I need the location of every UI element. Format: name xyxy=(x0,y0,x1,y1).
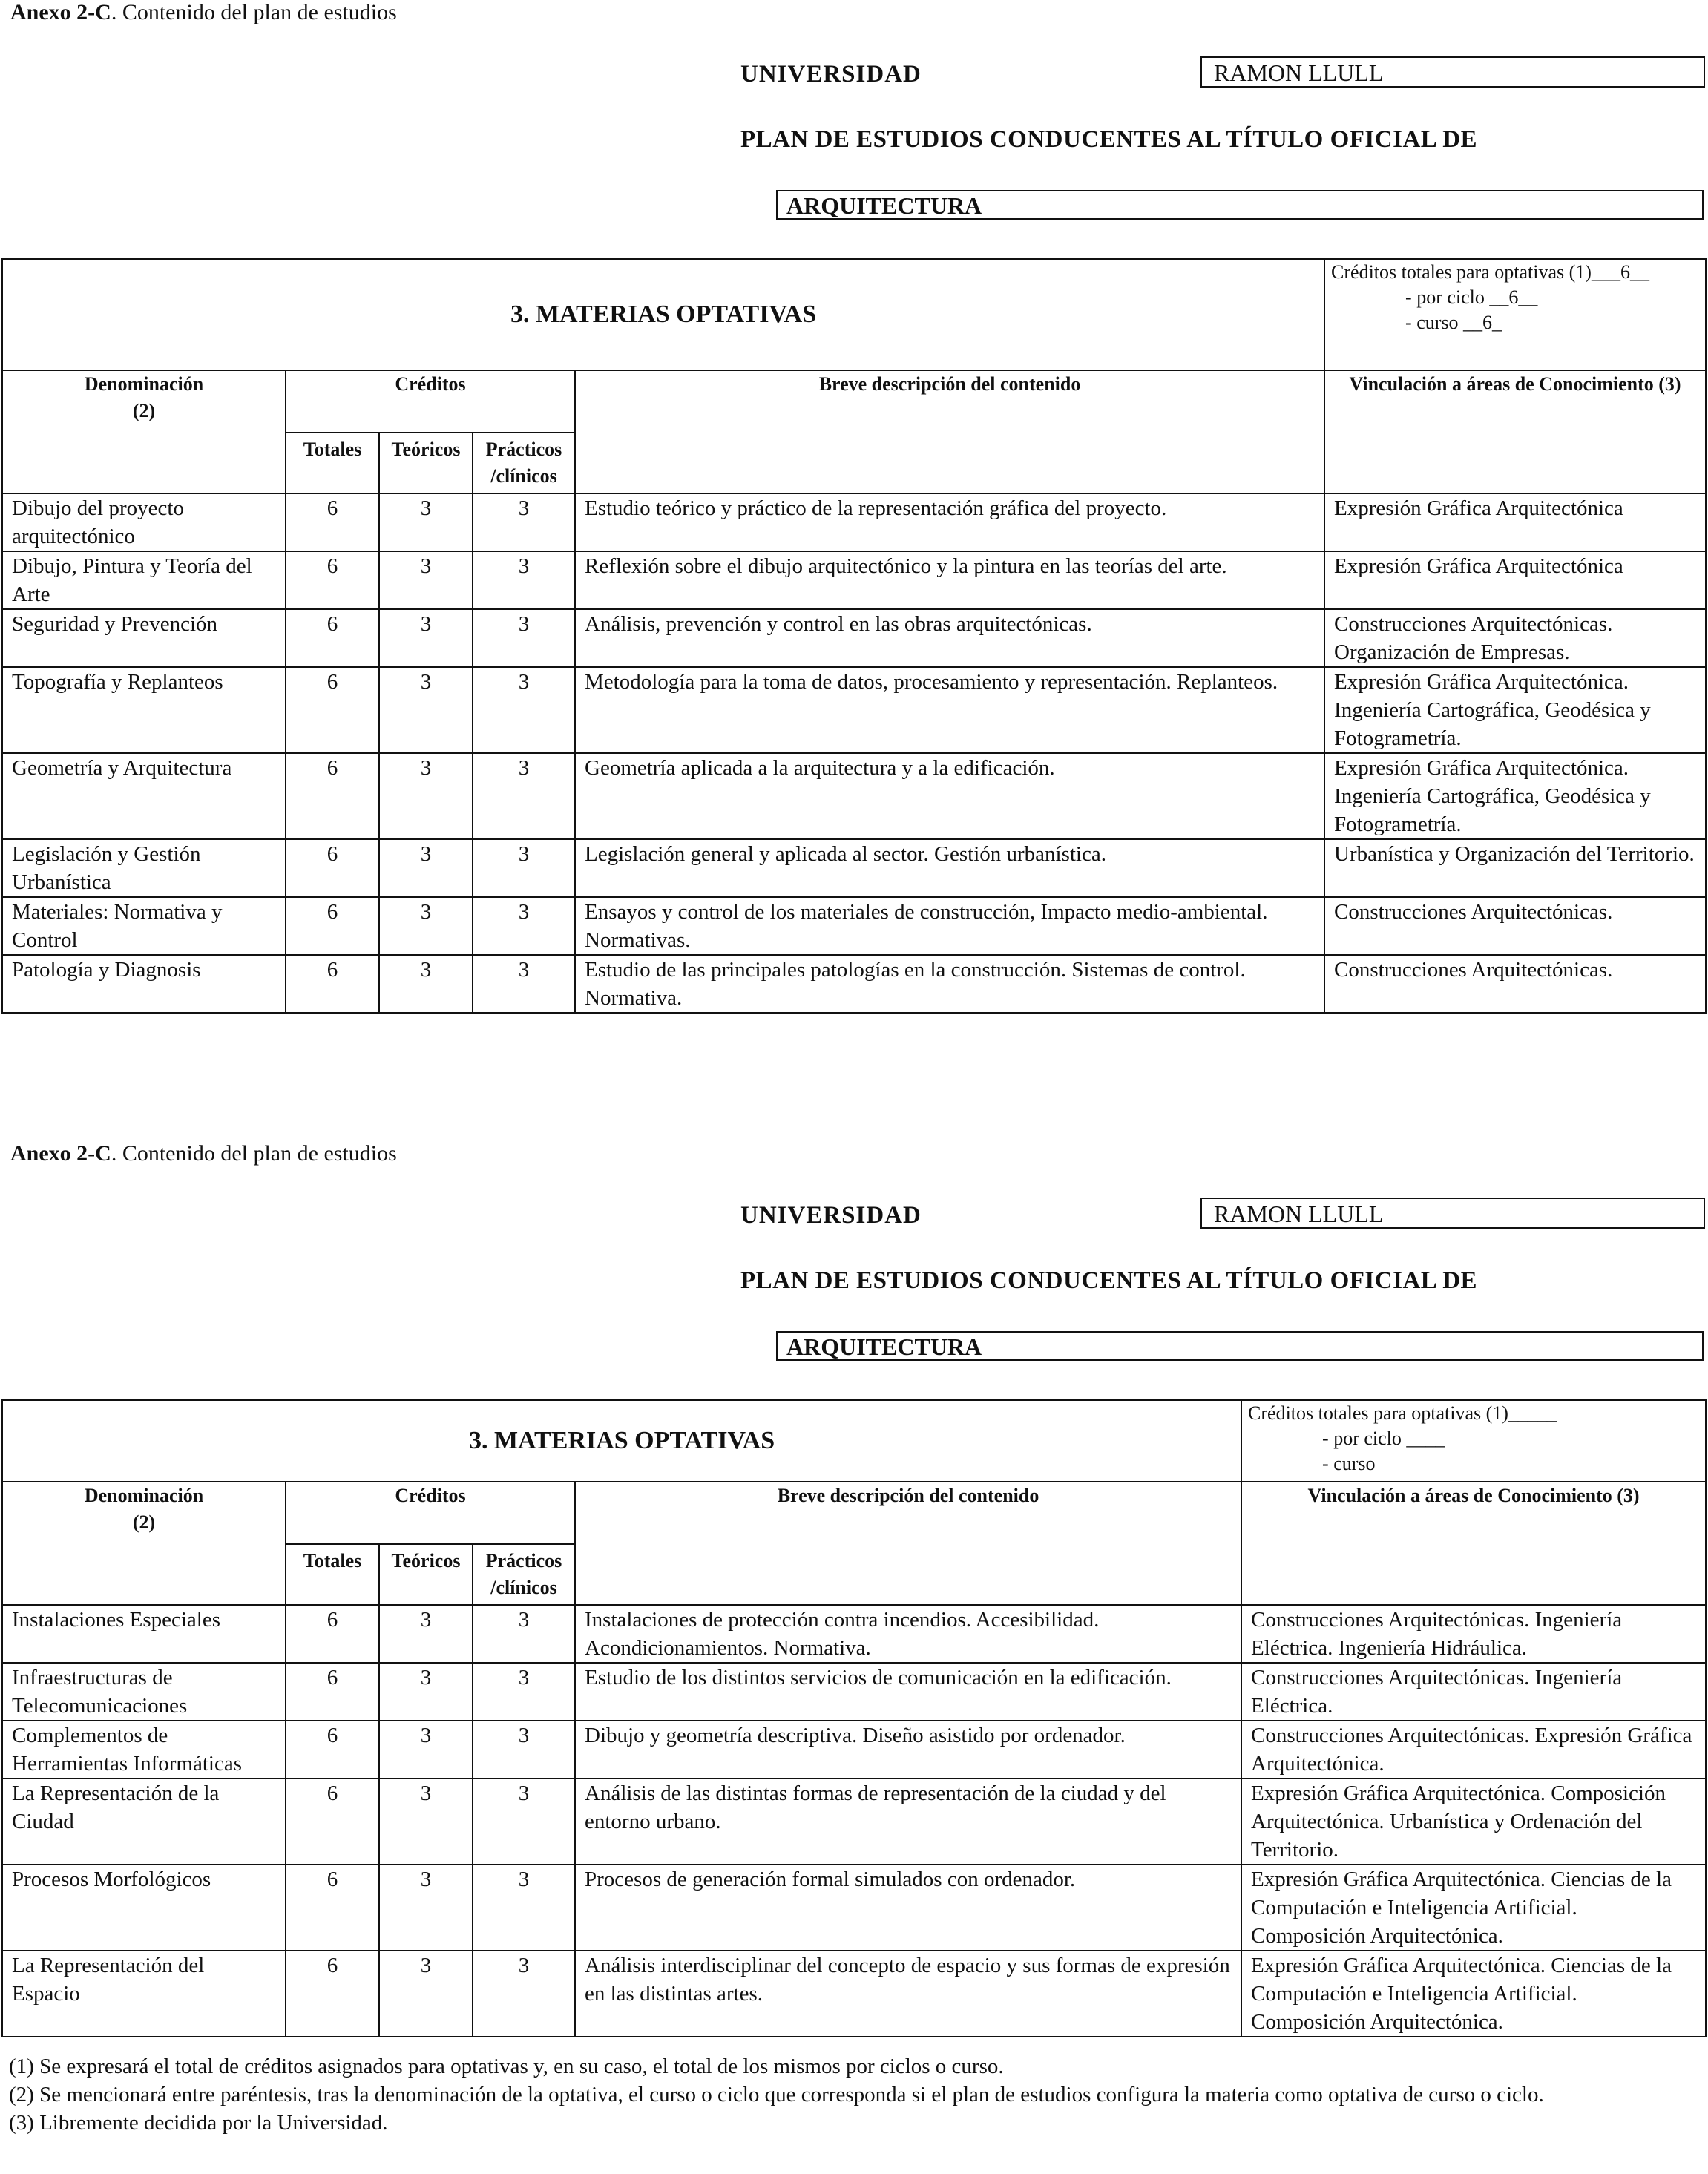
table-row xyxy=(2,493,1706,551)
footnote-2: (2) Se mencionará entre paréntesis, tras la denominación de la optativa, el curso o ciclo que corresponda si el plan de estudios configura la materia como optativa de curso o ciclo. xyxy=(9,2083,1544,2106)
credits-theory: 3 xyxy=(379,609,473,667)
table-row xyxy=(2,1779,1706,1865)
header-vinculacion: Vinculación a áreas de Conocimiento (3) xyxy=(1241,1482,1706,1605)
credits-theory: 3 xyxy=(379,1779,473,1865)
subject-name: Geometría y Arquitectura xyxy=(2,753,286,839)
subject-description: Dibujo y geometría descriptiva. Diseño asistido por ordenador. xyxy=(575,1721,1241,1779)
subject-description: Análisis interdisciplinar del concepto de espacio y sus formas de expresión en las distintas artes. xyxy=(575,1951,1241,2037)
subject-description: Estudio de las principales patologías en la construcción. Sistemas de control. Normativa. xyxy=(575,955,1324,1013)
credits-practice: 3 xyxy=(473,1663,575,1721)
credits-theory: 3 xyxy=(379,1663,473,1721)
header-teoricos: Teóricos xyxy=(379,1544,473,1605)
credits-practice: 3 xyxy=(473,897,575,955)
header-creditos: Créditos xyxy=(286,1482,575,1544)
header-teoricos: Teóricos xyxy=(379,433,473,493)
credits-theory: 3 xyxy=(379,493,473,551)
section-title: 3. MATERIAS OPTATIVAS xyxy=(2,259,1324,370)
table-body xyxy=(2,493,1706,1013)
subject-name: Topografía y Replanteos xyxy=(2,667,286,753)
subject-name: Infraestructuras de Telecomunicaciones xyxy=(2,1663,286,1721)
knowledge-area: Construcciones Arquitectónicas. Ingeniería Eléctrica. xyxy=(1241,1663,1706,1721)
footnotes xyxy=(9,2052,1701,2137)
degree-box: ARQUITECTURA xyxy=(776,190,1704,220)
credits-practice: 3 xyxy=(473,1865,575,1951)
plan-title: PLAN DE ESTUDIOS CONDUCENTES AL TÍTULO OFICIAL DE xyxy=(740,126,1478,153)
header-vinculacion: Vinculación a áreas de Conocimiento (3) xyxy=(1324,370,1706,493)
credits-practice: 3 xyxy=(473,609,575,667)
knowledge-area: Construcciones Arquitectónicas. xyxy=(1324,955,1706,1013)
credits-summary: Créditos totales para optativas (1)___6__ - por ciclo __6__ - curso __6_ xyxy=(1324,259,1706,370)
footnote-3: (3) Libremente decidida por la Universidad. xyxy=(9,2111,388,2135)
knowledge-area: Construcciones Arquitectónicas. Ingeniería Eléctrica. Ingeniería Hidráulica. xyxy=(1241,1605,1706,1663)
knowledge-area: Construcciones Arquitectónicas. xyxy=(1324,897,1706,955)
credits-total: 6 xyxy=(286,1865,379,1951)
optional-subjects-table xyxy=(1,1399,1707,2037)
credits-total: 6 xyxy=(286,1605,379,1663)
table-row xyxy=(2,955,1706,1013)
knowledge-area: Expresión Gráfica Arquitectónica. Ingeniería Cartográfica, Geodésica y Fotogrametría. xyxy=(1324,667,1706,753)
subject-name: Dibujo, Pintura y Teoría del Arte xyxy=(2,551,286,609)
subject-name: Materiales: Normativa y Control xyxy=(2,897,286,955)
credits-total: 6 xyxy=(286,1951,379,2037)
subject-name: Instalaciones Especiales xyxy=(2,1605,286,1663)
knowledge-area: Expresión Gráfica Arquitectónica. Ingeniería Cartográfica, Geodésica y Fotogrametría. xyxy=(1324,753,1706,839)
plan-title: PLAN DE ESTUDIOS CONDUCENTES AL TÍTULO OFICIAL DE xyxy=(740,1267,1478,1294)
subject-description: Metodología para la toma de datos, procesamiento y representación. Replanteos. xyxy=(575,667,1324,753)
university-name-box: RAMON LLULL xyxy=(1200,1198,1705,1229)
credits-theory: 3 xyxy=(379,551,473,609)
credits-total: 6 xyxy=(286,609,379,667)
subject-description: Instalaciones de protección contra incendios. Accesibilidad. Acondicionamientos. Normativa. xyxy=(575,1605,1241,1663)
header-denominacion: Denominación (2) xyxy=(2,370,286,493)
header-practicos: Prácticos /clínicos xyxy=(473,433,575,493)
header-totales: Totales xyxy=(286,1544,379,1605)
subject-description: Análisis de las distintas formas de representación de la ciudad y del entorno urbano. xyxy=(575,1779,1241,1865)
header-creditos: Créditos xyxy=(286,370,575,433)
knowledge-area: Expresión Gráfica Arquitectónica. Ciencias de la Computación e Inteligencia Artificial. Composición Arquitectónica. xyxy=(1241,1951,1706,2037)
credits-total: 6 xyxy=(286,955,379,1013)
credits-total: 6 xyxy=(286,667,379,753)
table-row xyxy=(2,839,1706,897)
subject-description: Procesos de generación formal simulados con ordenador. xyxy=(575,1865,1241,1951)
knowledge-area: Urbanística y Organización del Territorio. xyxy=(1324,839,1706,897)
credits-theory: 3 xyxy=(379,897,473,955)
credits-theory: 3 xyxy=(379,1721,473,1779)
header-denominacion: Denominación (2) xyxy=(2,1482,286,1605)
university-label: UNIVERSIDAD xyxy=(740,1202,922,1229)
annex-heading: Anexo 2-C. Contenido del plan de estudios xyxy=(10,1141,397,1166)
credits-practice: 3 xyxy=(473,667,575,753)
credits-theory: 3 xyxy=(379,1951,473,2037)
subject-description: Estudio teórico y práctico de la representación gráfica del proyecto. xyxy=(575,493,1324,551)
section-title: 3. MATERIAS OPTATIVAS xyxy=(2,1400,1241,1482)
table-body xyxy=(2,1605,1706,2037)
table-row xyxy=(2,1865,1706,1951)
credits-theory: 3 xyxy=(379,839,473,897)
knowledge-area: Expresión Gráfica Arquitectónica. Ciencias de la Computación e Inteligencia Artificial. Composición Arquitectónica. xyxy=(1241,1865,1706,1951)
subject-name: Complementos de Herramientas Informáticas xyxy=(2,1721,286,1779)
header-descripcion: Breve descripción del contenido xyxy=(575,1482,1241,1605)
subject-description: Análisis, prevención y control en las obras arquitectónicas. xyxy=(575,609,1324,667)
credits-practice: 3 xyxy=(473,1951,575,2037)
credits-total: 6 xyxy=(286,753,379,839)
credits-theory: 3 xyxy=(379,1865,473,1951)
credits-practice: 3 xyxy=(473,955,575,1013)
credits-practice: 3 xyxy=(473,753,575,839)
knowledge-area: Construcciones Arquitectónicas. Expresión Gráfica Arquitectónica. xyxy=(1241,1721,1706,1779)
credits-total: 6 xyxy=(286,1721,379,1779)
subject-name: Seguridad y Prevención xyxy=(2,609,286,667)
knowledge-area: Expresión Gráfica Arquitectónica. Composición Arquitectónica. Urbanística y Ordenación del Territorio. xyxy=(1241,1779,1706,1865)
university-label: UNIVERSIDAD xyxy=(740,61,922,88)
table-row xyxy=(2,1605,1706,1663)
subject-name: Procesos Morfológicos xyxy=(2,1865,286,1951)
table-row xyxy=(2,1951,1706,2037)
credits-theory: 3 xyxy=(379,1605,473,1663)
credits-theory: 3 xyxy=(379,753,473,839)
subject-name: Dibujo del proyecto arquitectónico xyxy=(2,493,286,551)
credits-total: 6 xyxy=(286,1663,379,1721)
credits-theory: 3 xyxy=(379,667,473,753)
knowledge-area: Expresión Gráfica Arquitectónica xyxy=(1324,493,1706,551)
subject-name: La Representación de la Ciudad xyxy=(2,1779,286,1865)
subject-name: Patología y Diagnosis xyxy=(2,955,286,1013)
credits-total: 6 xyxy=(286,1779,379,1865)
subject-name: La Representación del Espacio xyxy=(2,1951,286,2037)
knowledge-area: Expresión Gráfica Arquitectónica xyxy=(1324,551,1706,609)
header-totales: Totales xyxy=(286,433,379,493)
credits-total: 6 xyxy=(286,897,379,955)
credits-theory: 3 xyxy=(379,955,473,1013)
subject-name: Legislación y Gestión Urbanística xyxy=(2,839,286,897)
degree-box: ARQUITECTURA xyxy=(776,1331,1704,1361)
table-row xyxy=(2,753,1706,839)
annex-heading: Anexo 2-C. Contenido del plan de estudios xyxy=(10,0,397,24)
footnote-1: (1) Se expresará el total de créditos asignados para optativas y, en su caso, el total de los mismos por ciclos o curso. xyxy=(9,2055,1004,2078)
optional-subjects-table xyxy=(1,258,1707,1014)
table-row xyxy=(2,897,1706,955)
table-row xyxy=(2,609,1706,667)
university-name-box: RAMON LLULL xyxy=(1200,56,1705,88)
table-row xyxy=(2,1663,1706,1721)
credits-total: 6 xyxy=(286,839,379,897)
table-row xyxy=(2,667,1706,753)
subject-description: Legislación general y aplicada al sector. Gestión urbanística. xyxy=(575,839,1324,897)
table-row xyxy=(2,551,1706,609)
credits-practice: 3 xyxy=(473,839,575,897)
credits-practice: 3 xyxy=(473,1779,575,1865)
subject-description: Reflexión sobre el dibujo arquitectónico y la pintura en las teorías del arte. xyxy=(575,551,1324,609)
credits-summary: Créditos totales para optativas (1)_____ - por ciclo ____ - curso xyxy=(1241,1400,1706,1482)
subject-description: Geometría aplicada a la arquitectura y a la edificación. xyxy=(575,753,1324,839)
credits-practice: 3 xyxy=(473,551,575,609)
credits-total: 6 xyxy=(286,493,379,551)
subject-description: Ensayos y control de los materiales de construcción, Impacto medio-ambiental. Normativas. xyxy=(575,897,1324,955)
header-descripcion: Breve descripción del contenido xyxy=(575,370,1324,493)
knowledge-area: Construcciones Arquitectónicas. Organización de Empresas. xyxy=(1324,609,1706,667)
subject-description: Estudio de los distintos servicios de comunicación en la edificación. xyxy=(575,1663,1241,1721)
credits-practice: 3 xyxy=(473,1721,575,1779)
credits-total: 6 xyxy=(286,551,379,609)
table-row xyxy=(2,1721,1706,1779)
credits-practice: 3 xyxy=(473,493,575,551)
header-practicos: Prácticos /clínicos xyxy=(473,1544,575,1605)
credits-practice: 3 xyxy=(473,1605,575,1663)
